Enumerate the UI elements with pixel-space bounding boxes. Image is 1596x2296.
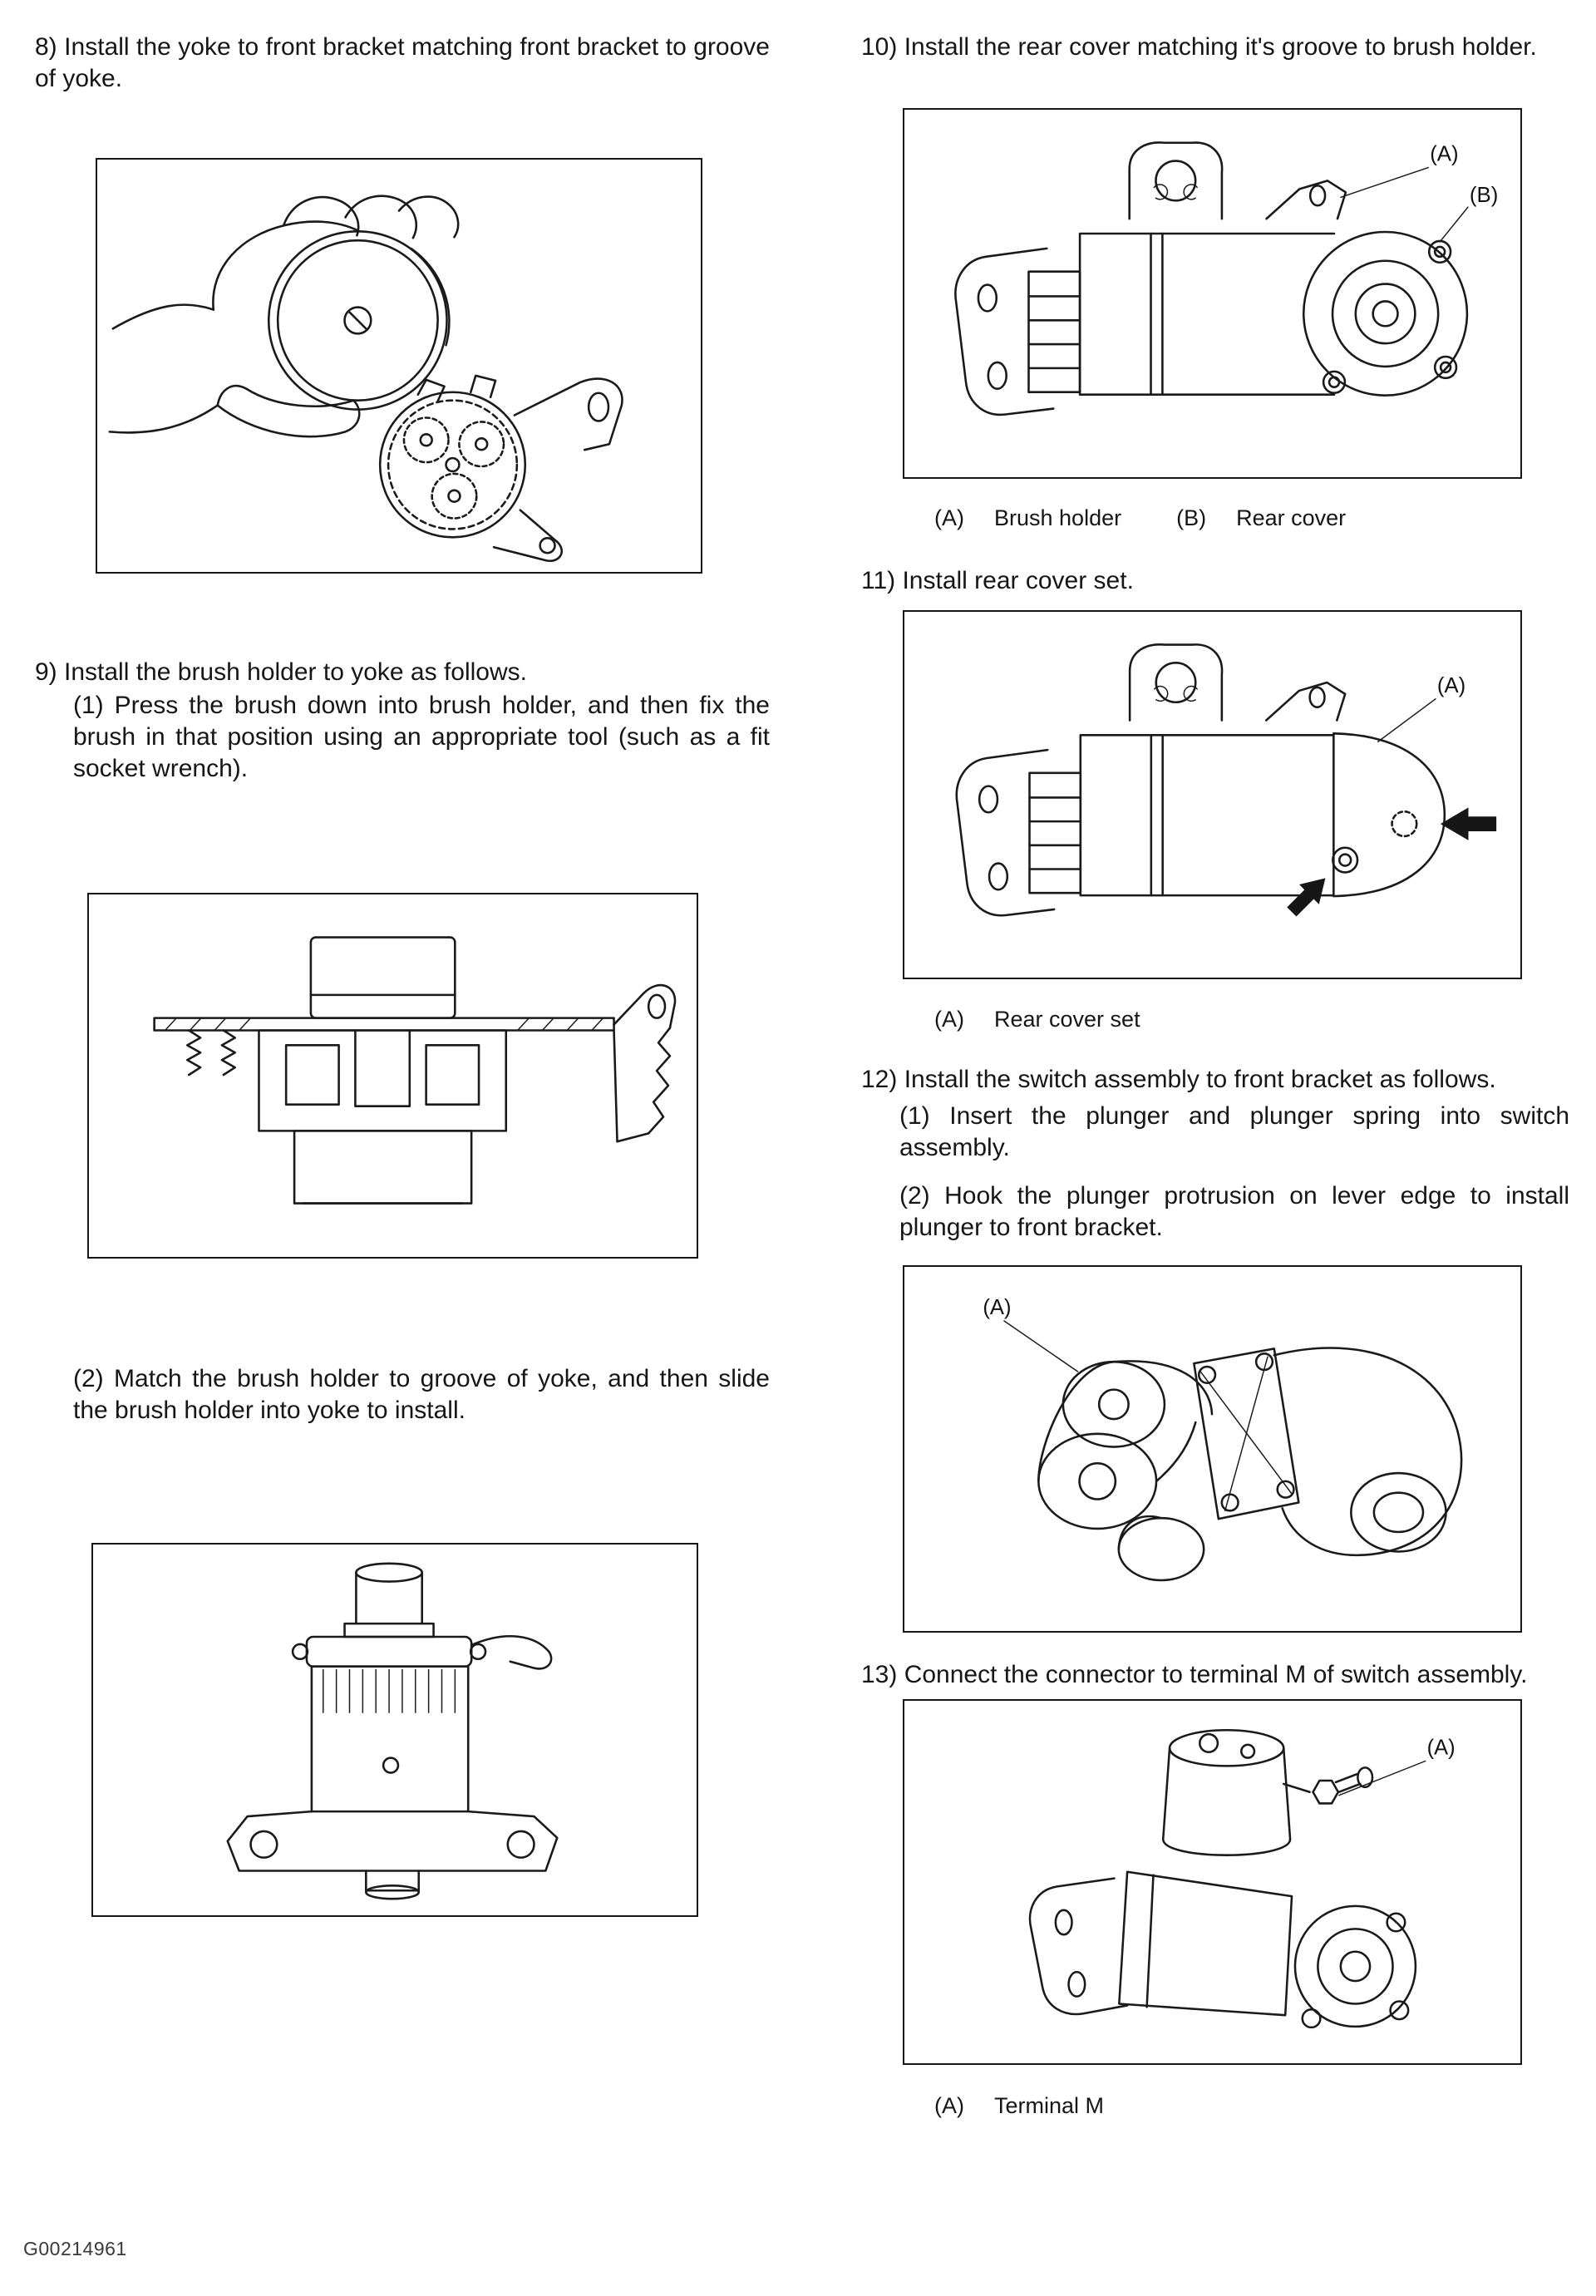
step-8-text: 8) Install the yoke to front bracket matching front bracket to groove of yoke. xyxy=(35,33,770,92)
hand-holding-yoke-drawing xyxy=(97,160,701,572)
figure-rear-cover-set xyxy=(903,610,1522,979)
brush-holder-section-drawing xyxy=(89,894,697,1257)
left-column xyxy=(35,32,770,1917)
caption-b-key: (B) xyxy=(1176,505,1207,530)
step-12-sub-2: (2) Hook the plunger protrusion on lever edge to install plunger to front bracket. xyxy=(899,1182,1569,1241)
figure-terminal-m xyxy=(903,1699,1522,2065)
caption-a-value: Rear cover set xyxy=(994,1007,1140,1032)
figure-switch-assembly xyxy=(903,1265,1522,1633)
step-9-text: 9) Install the brush holder to yoke as follows. xyxy=(35,658,527,686)
figure-caption-terminal-m xyxy=(934,2092,1569,2120)
starter-rear-cover-set-drawing xyxy=(904,612,1520,978)
caption-b-value: Rear cover xyxy=(1236,505,1347,530)
motor-vertical-drawing xyxy=(93,1545,697,1915)
step-9-sub-1: (1) Press the brush down into brush holder, and then fix the brush in that position using an appropriate tool (such as a fit socket wrench). xyxy=(73,692,770,782)
annotation-a-label: (A) xyxy=(1436,673,1466,697)
caption-a-key: (A) xyxy=(934,1007,964,1032)
footer-image-code: G00214961 xyxy=(23,2238,127,2259)
terminal-m-drawing xyxy=(904,1701,1520,2063)
switch-assembly-drawing xyxy=(904,1267,1520,1631)
caption-a-value: Brush holder xyxy=(994,505,1122,530)
step-10-text: 10) Install the rear cover matching it's groove to brush holder. xyxy=(861,33,1537,61)
caption-a-key: (A) xyxy=(934,2093,964,2118)
starter-rear-cover-drawing xyxy=(904,110,1520,477)
annotation-a-label: (A) xyxy=(983,1296,1012,1320)
right-column xyxy=(861,32,1569,2120)
step-12-text: 12) Install the switch assembly to front bracket as follows. xyxy=(861,1066,1496,1093)
step-9-sub-2: (2) Match the brush holder to groove of yoke, and then slide the brush holder into yoke to install. xyxy=(73,1365,770,1424)
step-11-text: 11) Install rear cover set. xyxy=(861,567,1134,594)
figure-caption-rear-cover-set xyxy=(934,1005,1569,1033)
figure-yoke-to-front-bracket xyxy=(96,158,702,574)
figure-caption-rear-cover xyxy=(934,504,1569,532)
caption-a-key: (A) xyxy=(934,505,964,530)
step-13-text: 13) Connect the connector to terminal M of switch assembly. xyxy=(861,1661,1528,1688)
figure-brush-holder-slide xyxy=(91,1543,698,1917)
annotation-b-label: (B) xyxy=(1469,184,1499,208)
arrow-left-icon xyxy=(1441,807,1496,840)
step-12-sub-1: (1) Insert the plunger and plunger spring into switch assembly. xyxy=(899,1102,1569,1161)
annotation-a-label: (A) xyxy=(1430,142,1459,166)
figure-rear-cover xyxy=(903,108,1522,479)
figure-brush-holder-press xyxy=(87,893,698,1259)
caption-a-value: Terminal M xyxy=(994,2093,1105,2118)
annotation-a-label: (A) xyxy=(1426,1736,1456,1760)
